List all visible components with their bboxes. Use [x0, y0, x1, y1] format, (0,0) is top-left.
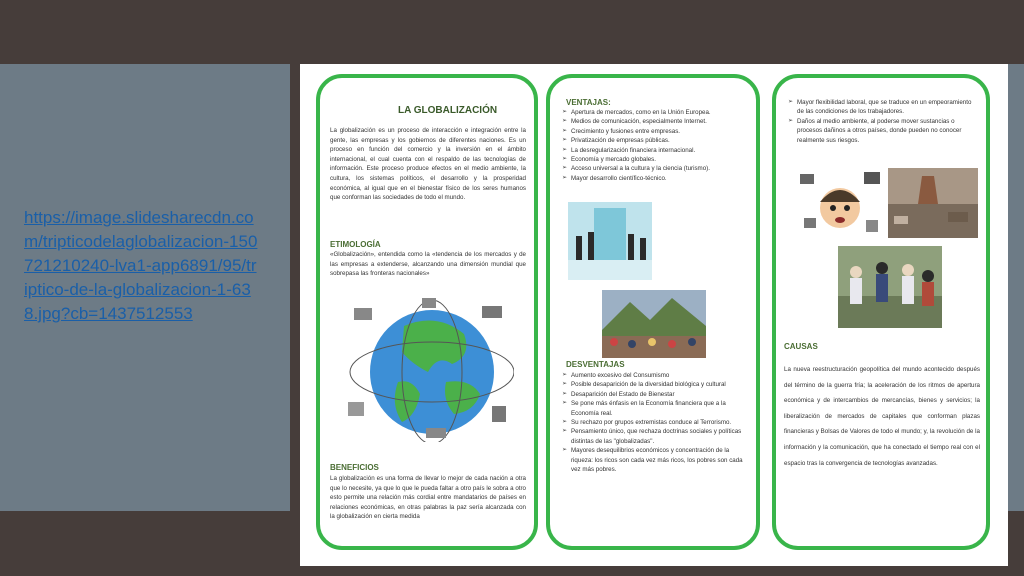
list-item: ➢ Aumento excesivo del Consumismo — [562, 371, 750, 380]
brochure-title: LA GLOBALIZACIÓN — [398, 105, 498, 116]
list-item: ➢ Desaparición del Estado de Bienestar — [562, 390, 750, 399]
benefits-text: La globalización es una forma de llevar lo mejor de cada nación a otra que lo necesite, ya que lo que le pueda faltar a otro país le sobra a otro esto permite una relación más cordial entre mandatarios de países en relaciones económicas, en otras palabras la paz sería alcanzada con la globalización en cierta medida — [330, 475, 526, 521]
brochure-panel-2 — [546, 74, 760, 550]
list-item: ➢ Acceso universal a la cultura y la ciencia (turismo). — [562, 164, 746, 173]
benefits-heading: BENEFICIOS — [330, 463, 379, 472]
brochure-panel-1 — [316, 74, 538, 550]
list-item: ➢ Apertura de mercados, como en la Unión Europea. — [562, 108, 746, 117]
brochure-panel-3 — [772, 74, 990, 550]
list-item: ➢ Mayor flexibilidad laboral, que se traduce en un empeoramiento de las condiciones de los trabajadores. — [788, 98, 978, 117]
list-item: ➢ Su rechazo por grupos extremistas conduce al Terrorismo. — [562, 418, 750, 427]
list-item: ➢ Se pone más énfasis en la Economía financiera que a la Economía real. — [562, 399, 750, 418]
advantages-heading: VENTAJAS: — [566, 98, 611, 107]
list-item: ➢ La desregularización financiera internacional. — [562, 146, 746, 155]
brochure-image — [300, 64, 1008, 566]
advantages-list — [562, 108, 746, 183]
list-item: ➢ Economía y mercado globales. — [562, 155, 746, 164]
etymology-text: «Globalización», entendida como la «tendencia de los mercados y de las empresas a extenderse, alcanzando una dimensión mundial que sobrepasa las fronteras nacionales» — [330, 251, 526, 278]
causes-heading: CAUSAS — [784, 342, 818, 351]
machu-picchu-tourists-photo — [602, 290, 706, 358]
causes-text: La nueva reestructuración geopolítica del mundo acontecido después del término de la guerra fría; la aceleración de los ritmos de apertura económica y de intercambios de mercancías, bienes y servicios; la liberalización de mercados de capitales que conforman plazas financieras y Bolsas de Valores de todo el mundo; y, la revolución de la información y la comunicación, que ha conectado el tiempo real con el espacio tras la convergencia de tecnologías avanzadas. — [784, 366, 980, 467]
list-item: ➢ Crecimiento y fusiones entre empresas. — [562, 127, 746, 136]
etymology-heading: ETIMOLOGÍA — [330, 240, 381, 249]
disadvantages-list — [562, 371, 750, 474]
list-item: ➢ Pensamiento único, que rechaza doctrinas sociales y políticas distintas de las "globalizadas". — [562, 427, 750, 446]
impact-list — [788, 98, 978, 145]
polluted-industry-photo — [888, 168, 978, 238]
slide-top-band — [0, 0, 1024, 64]
globe-illustration — [342, 294, 514, 442]
boy-with-gadgets-photo — [796, 164, 884, 240]
source-image-link[interactable]: https://image.slidesharecdn.com/tripticodelaglobalizacion-150721210240-lva1-app6891/95/triptico-de-la-globalizacion-1-638.jpg?cb=1437512553 — [24, 208, 258, 323]
slide-right-strip — [1008, 64, 1024, 511]
list-item: ➢ Posible desaparición de la diversidad biológica y cultural — [562, 380, 750, 389]
business-people-photo — [568, 202, 652, 280]
list-item: ➢ Daños al medio ambiente, al poderse mover sustancias o procesos dañinos a otros países, donde pueden no conocer realmente sus riesgos. — [788, 117, 978, 145]
list-item: ➢ Medios de comunicación, especialmente Internet. — [562, 117, 746, 126]
list-item: ➢ Mayor desarrollo científico-técnico. — [562, 174, 746, 183]
workers-rescue-photo — [838, 246, 942, 328]
list-item: ➢ Privatización de empresas públicas. — [562, 136, 746, 145]
list-item: ➢ Mayores desequilibrios económicos y concentración de la riqueza: los ricos son cada vez más ricos, los pobres son cada vez más pobres. — [562, 446, 750, 474]
disadvantages-heading: DESVENTAJAS — [566, 360, 625, 369]
intro-text: La globalización es un proceso de interacción e integración entre la gente, las empresas y los gobiernos de diferentes naciones. Es un proceso en función del comercio y la inversión en el ámbito internacional, el cual cuenta con el respaldo de las tecnologías de información. Este proceso produce efectos en el medio ambiente, la cultura, los sistemas políticos, el desarrollo y la prosperidad económica, al igual que en el bienestar físico de los seres humanos que conforman las sociedades de todo el mundo. — [330, 127, 526, 202]
